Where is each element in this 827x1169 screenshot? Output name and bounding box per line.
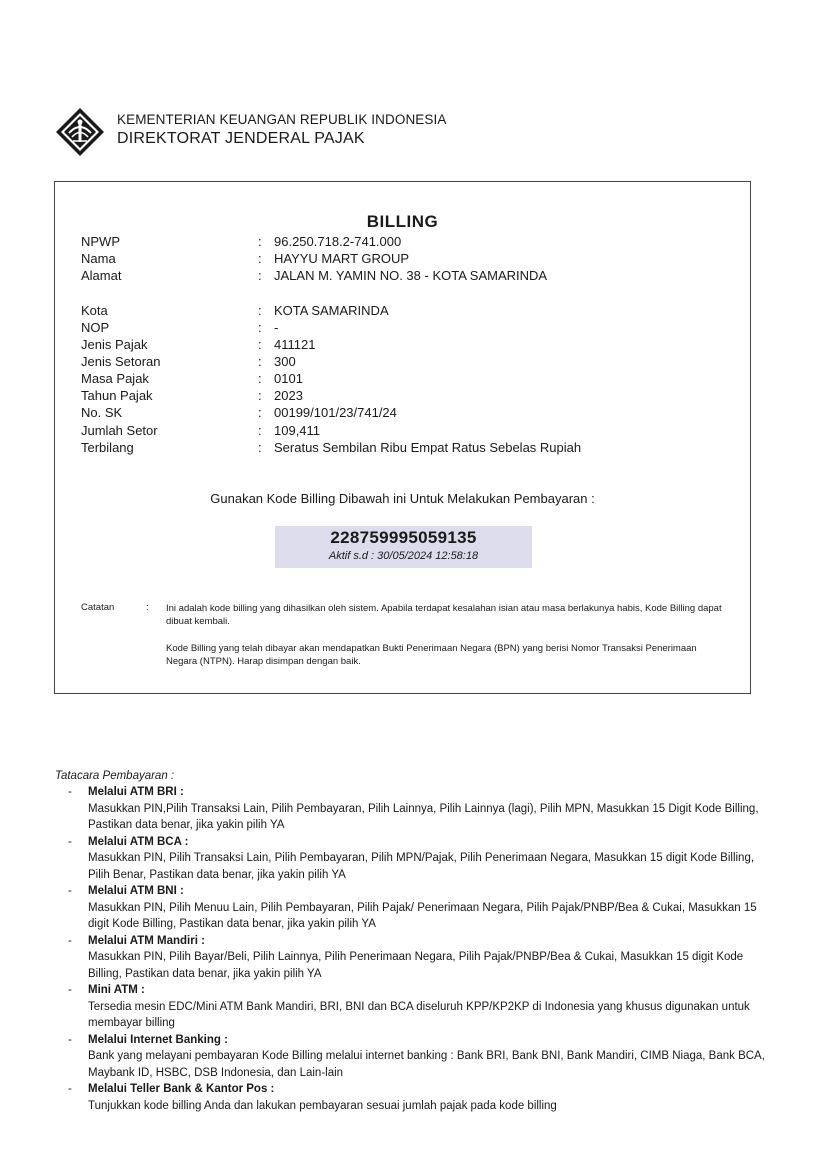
billing-title: BILLING bbox=[366, 212, 439, 231]
method-title: Melalui ATM Mandiri : bbox=[88, 934, 205, 947]
field-value: 96.250.718.2-741.000 bbox=[274, 234, 402, 249]
method-title: Melalui ATM BNI : bbox=[88, 885, 184, 897]
billing-box bbox=[54, 181, 751, 694]
note-colon: : bbox=[146, 602, 149, 613]
field-label: Masa Pajak bbox=[81, 371, 149, 386]
method-description: Tunjukkan kode billing Anda dan lakukan pembayaran sesuai jumlah pajak pada kode billing bbox=[88, 1099, 557, 1112]
field-value: 411121 bbox=[274, 337, 316, 352]
payment-instructions bbox=[55, 770, 775, 1114]
method-title: Melalui ATM BCA : bbox=[88, 835, 189, 848]
method-description: Bank yang melayani pembayaran Kode Billing melalui internet banking : Bank BRI, Bank BNI, Bank Mandiri, CIMB Niaga, Bank BCA, Maybank ID, HSBC, DSB Indonesia, dan Lain-lain bbox=[88, 1050, 765, 1079]
letterhead bbox=[55, 104, 555, 160]
field-jenis-pajak bbox=[81, 337, 721, 354]
method-atm-bri bbox=[55, 784, 775, 834]
field-colon: : bbox=[258, 337, 262, 352]
method-atm-mandiri bbox=[55, 933, 775, 983]
field-colon: : bbox=[258, 303, 262, 318]
note-label: Catatan bbox=[81, 602, 115, 613]
field-jenis-setoran bbox=[81, 354, 721, 371]
billing-active-until: Aktif s.d : 30/05/2024 12:58:18 bbox=[328, 550, 479, 562]
field-value: 00199/101/23/741/24 bbox=[274, 405, 397, 420]
field-value: 0101 bbox=[274, 371, 303, 386]
field-label: Jumlah Setor bbox=[81, 423, 158, 438]
note-paragraph-2: Kode Billing yang telah dibayar akan mendapatkan Bukti Penerimaan Negara (BPN) yang berisi Nomor Transaksi Penerimaan Negara (NTPN). Harap disimpan dengan baik. bbox=[166, 643, 697, 667]
method-internet-banking bbox=[55, 1032, 775, 1082]
method-description: Tersedia mesin EDC/Mini ATM Bank Mandiri, BRI, BNI dan BCA diseluruh KPP/KP2KP di Indonesia yang khusus digunakan untuk membayar billing bbox=[88, 1000, 750, 1029]
field-value: - bbox=[274, 320, 279, 335]
bullet-dash: - bbox=[68, 786, 72, 798]
field-label: Nama bbox=[81, 251, 116, 266]
field-value: JALAN M. YAMIN NO. 38 - KOTA SAMARINDA bbox=[274, 268, 548, 283]
bullet-dash: - bbox=[68, 1033, 72, 1046]
field-colon: : bbox=[258, 234, 262, 249]
method-title: Melalui Teller Bank & Kantor Pos : bbox=[88, 1083, 275, 1095]
field-label: NOP bbox=[81, 320, 110, 335]
method-title: Mini ATM : bbox=[88, 984, 145, 996]
method-description: Masukkan PIN, Pilih Transaksi Lain, Pilih Pembayaran, Pilih MPN/Pajak, Pilih Penerimaan Negara, Masukkan 15 digit Kode Billing, Pilih Benar, Pastikan data benar, jika yakin pilih YA bbox=[88, 852, 755, 881]
directorate-name: DIREKTORAT JENDERAL PAJAK bbox=[117, 130, 365, 147]
field-label: Kota bbox=[81, 303, 108, 318]
method-description: Masukkan PIN, Pilih Menuu Lain, Pilih Pembayaran, Pilih Pajak/ Penerimaan Negara, Pilih Pajak/PNBP/Bea & Cukai, Masukkan 15 digit Kode Billing, Pastikan data benar, jika yakin pilih YA bbox=[88, 901, 757, 930]
method-atm-bni bbox=[55, 883, 775, 933]
field-label: Jenis Setoran bbox=[81, 354, 161, 369]
field-value: KOTA SAMARINDA bbox=[274, 303, 389, 318]
field-value: HAYYU MART GROUP bbox=[274, 251, 410, 266]
ministry-emblem-icon bbox=[55, 107, 105, 157]
field-colon: : bbox=[258, 371, 262, 386]
field-colon: : bbox=[258, 320, 262, 335]
billing-code: 228759995059135 bbox=[330, 528, 477, 547]
field-tahun-pajak bbox=[81, 388, 721, 405]
field-colon: : bbox=[258, 440, 262, 455]
method-description: Masukkan PIN,Pilih Transaksi Lain, Pilih Pembayaran, Pilih Lainnya, Pilih Lainnya (lagi), Pilih MPN, Masukkan 15 Digit Kode Billing, Pastikan data benar, jika yakin pilih YA bbox=[88, 802, 759, 831]
payment-instruction: Gunakan Kode Billing Dibawah ini Untuk Melakukan Pembayaran : bbox=[210, 491, 595, 506]
field-value: Seratus Sembilan Ribu Empat Ratus Sebelas Rupiah bbox=[274, 440, 582, 455]
field-terbilang bbox=[81, 440, 721, 457]
field-nama bbox=[81, 251, 721, 268]
method-teller-bank-kantor-pos bbox=[55, 1081, 775, 1114]
field-colon: : bbox=[258, 251, 262, 266]
bullet-dash: - bbox=[68, 984, 72, 996]
field-kota bbox=[81, 303, 721, 320]
method-title: Melalui Internet Banking : bbox=[88, 1033, 228, 1046]
field-label: Terbilang bbox=[81, 440, 134, 455]
field-npwp bbox=[81, 234, 721, 251]
field-colon: : bbox=[258, 268, 262, 283]
method-mini-atm bbox=[55, 982, 775, 1032]
field-jumlah-setor bbox=[81, 423, 721, 440]
method-description: Masukkan PIN, Pilih Bayar/Beli, Pilih Lainnya, Pilih Penerimaan Negara, Pilih Pajak/PNBP/Bea & Cukai, Masukkan 15 digit Kode Billing, Pastikan data benar, jika yakin pilih YA bbox=[88, 951, 744, 980]
field-label: NPWP bbox=[81, 234, 120, 249]
note-paragraph-1: Ini adalah kode billing yang dihasilkan oleh sistem. Apabila terdapat kesalahan isian atau masa berlakunya habis, Kode Billing dapat dibuat kembali. bbox=[166, 603, 722, 627]
bullet-dash: - bbox=[68, 885, 72, 897]
method-title: Melalui ATM BRI : bbox=[88, 786, 184, 798]
field-value: 300 bbox=[274, 354, 296, 369]
field-colon: : bbox=[258, 354, 262, 369]
field-label: Jenis Pajak bbox=[81, 337, 148, 352]
field-value: 109,411 bbox=[274, 423, 321, 438]
field-no-sk bbox=[81, 405, 721, 422]
field-label: Alamat bbox=[81, 268, 122, 283]
method-atm-bca bbox=[55, 834, 775, 884]
ministry-name: KEMENTERIAN KEUANGAN REPUBLIK INDONESIA bbox=[117, 112, 447, 127]
field-colon: : bbox=[258, 405, 262, 420]
field-label: Tahun Pajak bbox=[81, 388, 153, 403]
field-colon: : bbox=[258, 388, 262, 403]
bullet-dash: - bbox=[68, 934, 72, 947]
field-colon: : bbox=[258, 423, 262, 438]
billing-code-box bbox=[275, 526, 532, 568]
field-alamat bbox=[81, 268, 721, 285]
field-masa-pajak bbox=[81, 371, 721, 388]
field-nop bbox=[81, 320, 721, 337]
field-label: No. SK bbox=[81, 405, 123, 420]
field-value: 2023 bbox=[274, 388, 303, 403]
payment-instructions-title: Tatacara Pembayaran : bbox=[55, 770, 175, 782]
bullet-dash: - bbox=[68, 1083, 72, 1095]
bullet-dash: - bbox=[68, 835, 72, 848]
